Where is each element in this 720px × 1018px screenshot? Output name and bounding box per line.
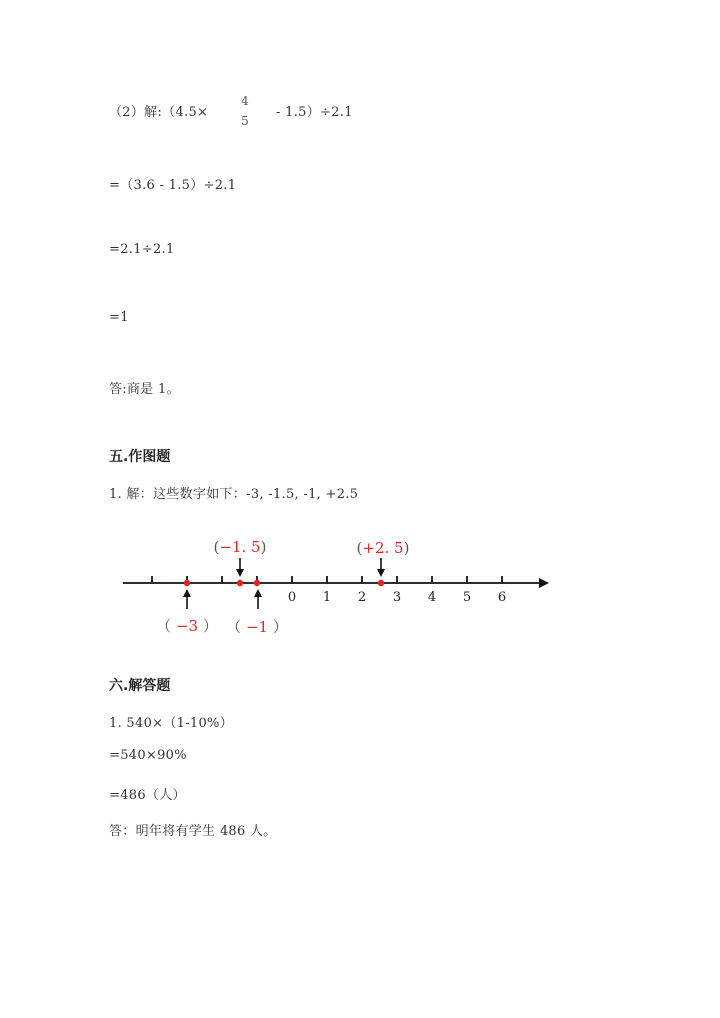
tick-label-5: 5: [462, 590, 472, 605]
section6-answer: 答：明年将有学生 486 人。: [109, 824, 277, 839]
part2-line1-prefix: （2）解:（4.5×: [109, 105, 209, 120]
point-minus-3: [184, 580, 190, 586]
part2-line1: [109, 101, 208, 120]
tick-label-2: 2: [357, 590, 367, 605]
tick-label-0: 0: [287, 590, 297, 605]
point-minus-1: [254, 580, 260, 586]
fraction-numerator: 4: [241, 94, 249, 108]
section5-q1: 1. 解：这些数字如下：-3, -1.5, -1, +2.5: [109, 487, 359, 502]
section6-line2: =540×90%: [109, 748, 187, 763]
section6-heading: 六.解答题: [109, 678, 171, 694]
section6-line3: =486（人）: [109, 788, 186, 803]
label-minus-1: （ −1 ）: [226, 618, 288, 636]
section6-line1: 1. 540×（1-10%）: [109, 716, 233, 731]
tick-label-4: 4: [427, 590, 437, 605]
fraction-four-fifths: [238, 91, 252, 131]
axis-arrowhead-icon: [539, 578, 549, 588]
fraction-denominator: 5: [241, 114, 249, 128]
part2-line3: =2.1÷2.1: [109, 242, 175, 257]
part2-answer: 答:商是 1。: [109, 382, 180, 397]
point-plus-2-5: [378, 580, 384, 586]
number-line-figure: [0, 530, 720, 640]
ticks: [152, 576, 502, 583]
section5-heading: 五.作图题: [109, 449, 171, 465]
label-minus-3: （ −3 ）: [156, 617, 218, 635]
label-plus-2-5: (+2. 5): [356, 539, 410, 557]
part2-line4: =1: [109, 310, 129, 325]
point-minus-1-5: [237, 580, 243, 586]
tick-label-3: 3: [392, 590, 402, 605]
tick-label-1: 1: [322, 590, 332, 605]
part2-line1-suffix: - 1.5）÷2.1: [276, 105, 353, 120]
part2-line2: =（3.6 - 1.5）÷2.1: [109, 178, 237, 193]
tick-label-6: 6: [497, 590, 507, 605]
label-minus-1-5: (−1. 5): [213, 538, 267, 556]
